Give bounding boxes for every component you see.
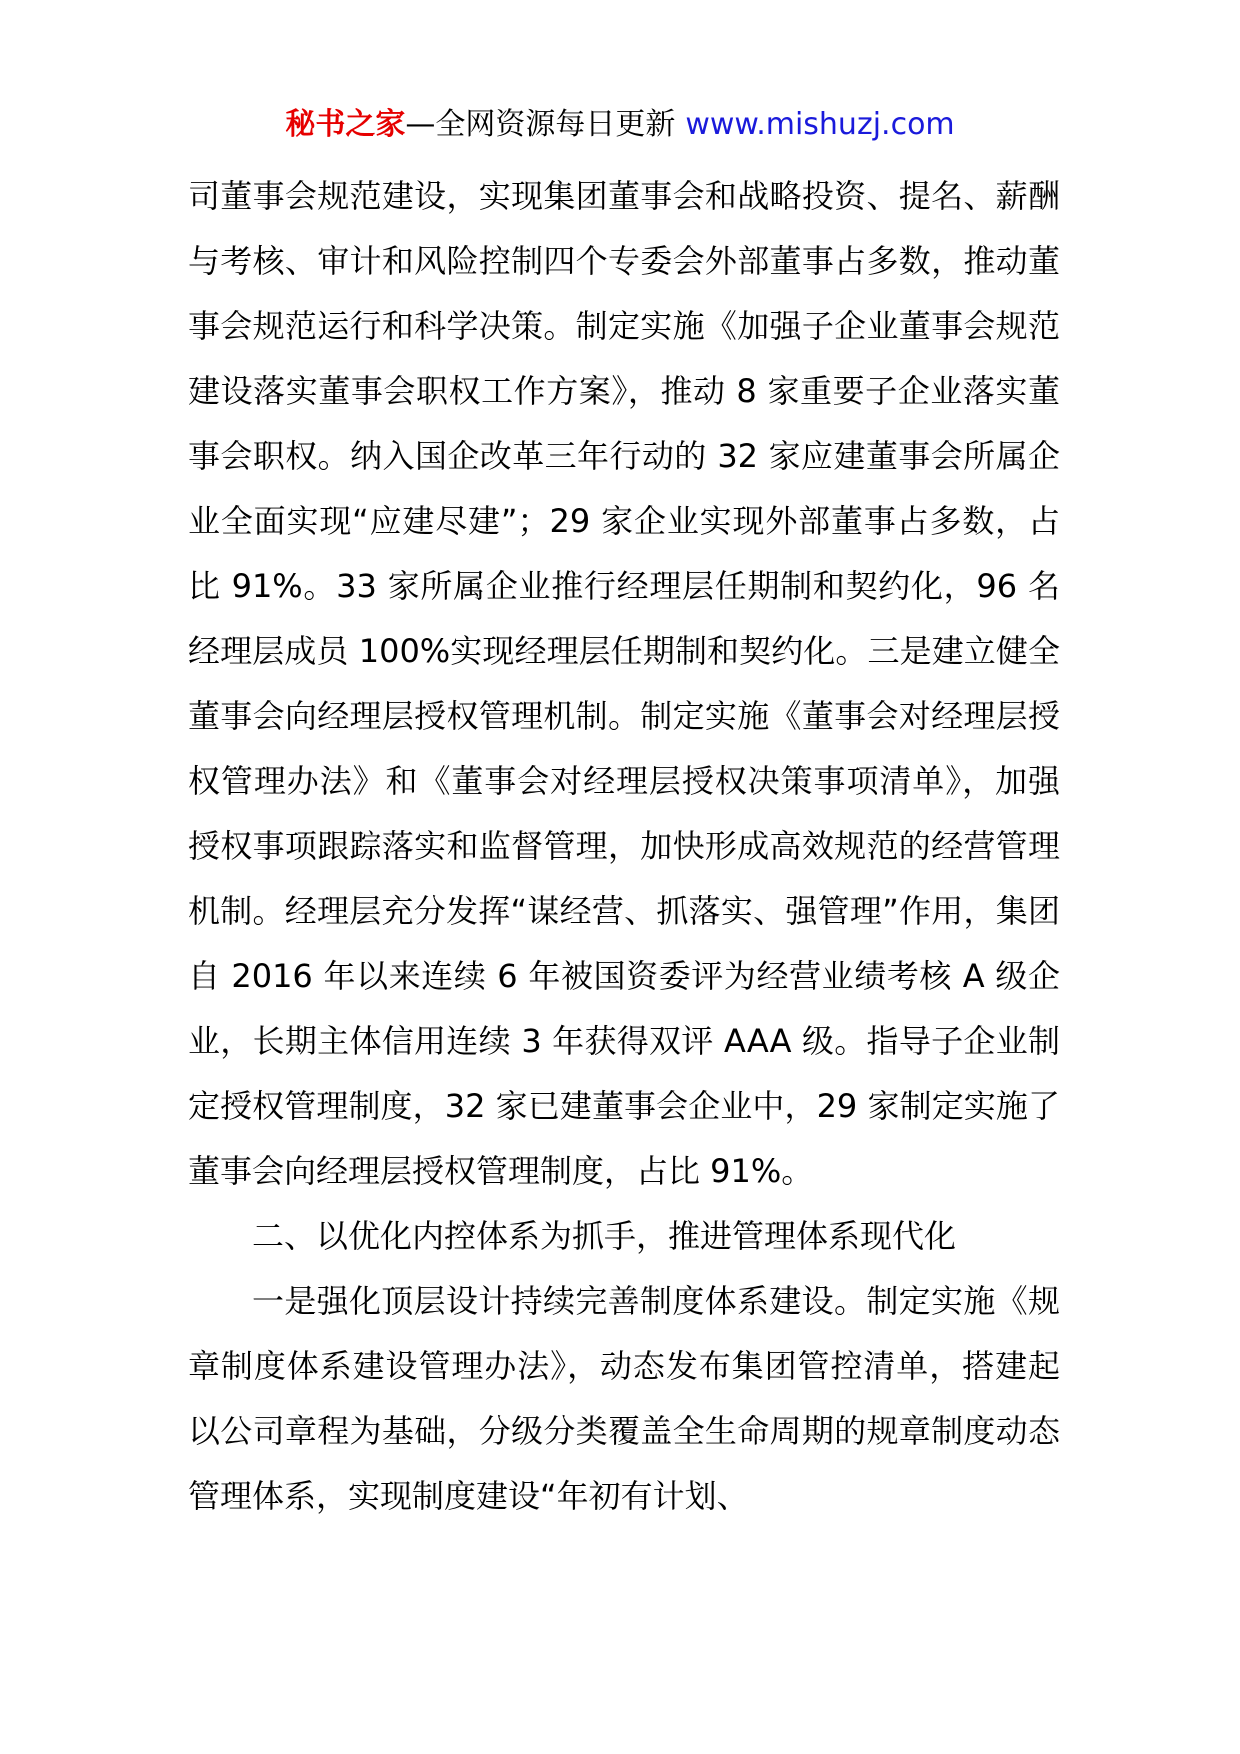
paragraph-continuation: 司董事会规范建设，实现集团董事会和战略投资、提名、薪酬与考核、审计和风险控制四个专委会外部董事占多数，推动董事会规范运行和科学决策。制定实施《加强子企业董事会规范建设落实董事会职权工作方案》，推动 8 家重要子企业落实董事会职权。纳入国企改革三年行动的 32 家应建董事会所属企业全面实现“应建尽建”；29 家企业实现外部董事占多数，占比 91%。33 家所属企业推行经理层任期制和契约化，96 名经理层成员 100%实现经理层任期制和契约化。三是建立健全董事会向经理层授权管理机制。制定实施《董事会对经理层授权管理办法》和《董事会对经理层授权决策事项清单》，加强授权事项跟踪落实和监督管理，加快形成高效规范的经营管理机制。经理层充分发挥“谋经营、抓落实、强管理”作用，集团自 2016 年以来连续 6 年被国资委评为经营业绩考核 A 级企业，长期主体信用连续 3 年获得双评 AAA 级。指导子企业制定授权管理制度，32 家已建董事会企业中，29 家制定实施了董事会向经理层授权管理制度，占比 91%。: [188, 177, 1060, 1190]
document-body: [188, 164, 1060, 1529]
paragraph-indented: 一是强化顶层设计持续完善制度体系建设。制定实施《规章制度体系建设管理办法》，动态发布集团管控清单，搭建起以公司章程为基础，分级分类覆盖全生命周期的规章制度动态管理体系，实现制度建设“年初有计划、: [188, 1282, 1060, 1515]
section-heading: 二、以优化内控体系为抓手，推进管理体系现代化: [252, 1217, 957, 1255]
page-header: [0, 102, 1240, 148]
header-tagline: —全网资源每日更新: [405, 107, 676, 142]
header-brand: 秘书之家: [285, 107, 406, 142]
header-url-link[interactable]: www.mishuzj.com: [685, 107, 955, 142]
